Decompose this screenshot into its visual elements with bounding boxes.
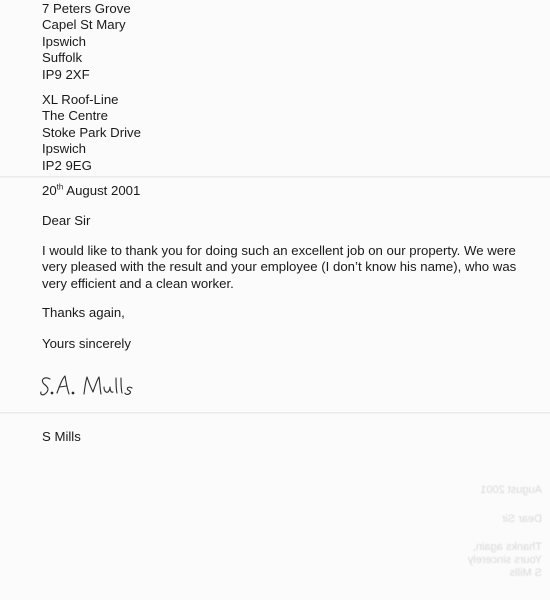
thanks-text: Thanks again,	[42, 305, 125, 320]
bleed-through-text	[468, 541, 542, 580]
signer-name	[42, 429, 81, 445]
sender-postcode: IP9 2XF	[42, 66, 90, 82]
salutation	[42, 213, 90, 229]
bleed-through-line: S Mills	[509, 567, 542, 579]
sender-address-line: Ipswich	[42, 33, 86, 49]
bleed-through-line: August 2001	[480, 484, 542, 496]
date-month-year: August 2001	[63, 183, 141, 198]
salutation-text: Dear Sir	[42, 213, 91, 228]
recipient-address-line: Ipswich	[42, 141, 86, 157]
bleed-through-text	[480, 484, 542, 497]
sender-address-line: 7 Peters Grove	[42, 1, 131, 16]
bleed-through-text	[502, 513, 542, 526]
recipient-address-line: The Centre	[42, 108, 108, 124]
letter-body	[42, 243, 522, 292]
date-suffix: th	[56, 182, 64, 192]
sender-address-line: Capel St Mary	[42, 17, 126, 33]
closing-text: Yours sincerely	[42, 336, 131, 351]
recipient-postcode: IP2 9EG	[42, 157, 92, 173]
paper-fold-line	[0, 412, 550, 414]
recipient-address-line: Stoke Park Drive	[42, 124, 141, 140]
date-day: 20	[42, 183, 57, 198]
sender-address	[42, 1, 131, 83]
bleed-through-line: Yours sincerely	[467, 554, 542, 566]
signer-name-text: S Mills	[42, 429, 81, 444]
bleed-through-line: Dear Sir	[501, 513, 542, 525]
thanks-line	[42, 305, 125, 321]
body-paragraph: I would like to thank you for doing such an excellent job on our property. We were very pleased with the result and your employee (I don’t know his name), who was very efficient and a clean worker.	[42, 243, 517, 291]
closing-line	[42, 336, 131, 352]
recipient-name: XL Roof-Line	[42, 92, 119, 107]
handwritten-signature	[38, 370, 148, 402]
paper-fold-line	[0, 176, 550, 178]
recipient-address	[42, 92, 141, 174]
letter-date	[42, 183, 140, 199]
sender-address-line: Suffolk	[42, 50, 83, 66]
bleed-through-line: Thanks again,	[472, 541, 542, 553]
